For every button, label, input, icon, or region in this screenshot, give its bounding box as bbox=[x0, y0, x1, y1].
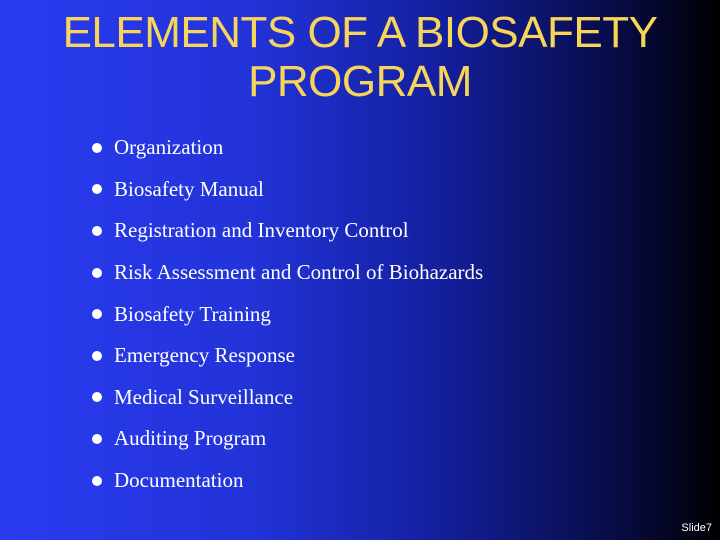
bullet-text: Auditing Program bbox=[114, 426, 267, 451]
bullet-item-emergency-response bbox=[92, 335, 483, 377]
bullet-item-risk-assessment bbox=[92, 252, 483, 294]
bullet-item-biosafety-training bbox=[92, 293, 483, 335]
bullet-text: Risk Assessment and Control of Biohazards bbox=[114, 260, 484, 285]
bullet-item-documentation bbox=[92, 460, 483, 502]
bullet-text: Medical Surveillance bbox=[114, 384, 294, 409]
bullet-text: Registration and Inventory Control bbox=[114, 218, 409, 243]
slide-number: Slide7 bbox=[681, 522, 712, 534]
bullet-item-organization bbox=[92, 127, 483, 169]
bullet-dot-icon bbox=[92, 351, 102, 361]
bullet-dot-icon bbox=[92, 434, 102, 444]
bullet-dot-icon bbox=[92, 392, 102, 402]
bullet-dot-icon bbox=[92, 476, 102, 486]
bullet-dot-icon bbox=[92, 226, 102, 236]
bullet-text: Emergency Response bbox=[114, 343, 295, 368]
slide-title-line-1: ELEMENTS OF A BIOSAFETY bbox=[62, 8, 658, 57]
bullet-item-biosafety-manual bbox=[92, 169, 483, 211]
bullet-dot-icon bbox=[92, 184, 102, 194]
bullet-dot-icon bbox=[92, 309, 102, 319]
bullet-dot-icon bbox=[92, 143, 102, 153]
bullet-text: Biosafety Manual bbox=[114, 176, 264, 201]
bullet-text: Biosafety Training bbox=[114, 301, 271, 326]
bullet-list bbox=[92, 127, 483, 501]
slide-title-line-2: PROGRAM bbox=[248, 57, 472, 106]
bullet-item-auditing-program bbox=[92, 418, 483, 460]
bullet-dot-icon bbox=[92, 268, 102, 278]
bullet-item-registration bbox=[92, 210, 483, 252]
bullet-item-medical-surveillance bbox=[92, 377, 483, 419]
bullet-text: Organization bbox=[114, 135, 224, 160]
slide-title bbox=[0, 8, 720, 106]
bullet-text: Documentation bbox=[114, 468, 244, 493]
